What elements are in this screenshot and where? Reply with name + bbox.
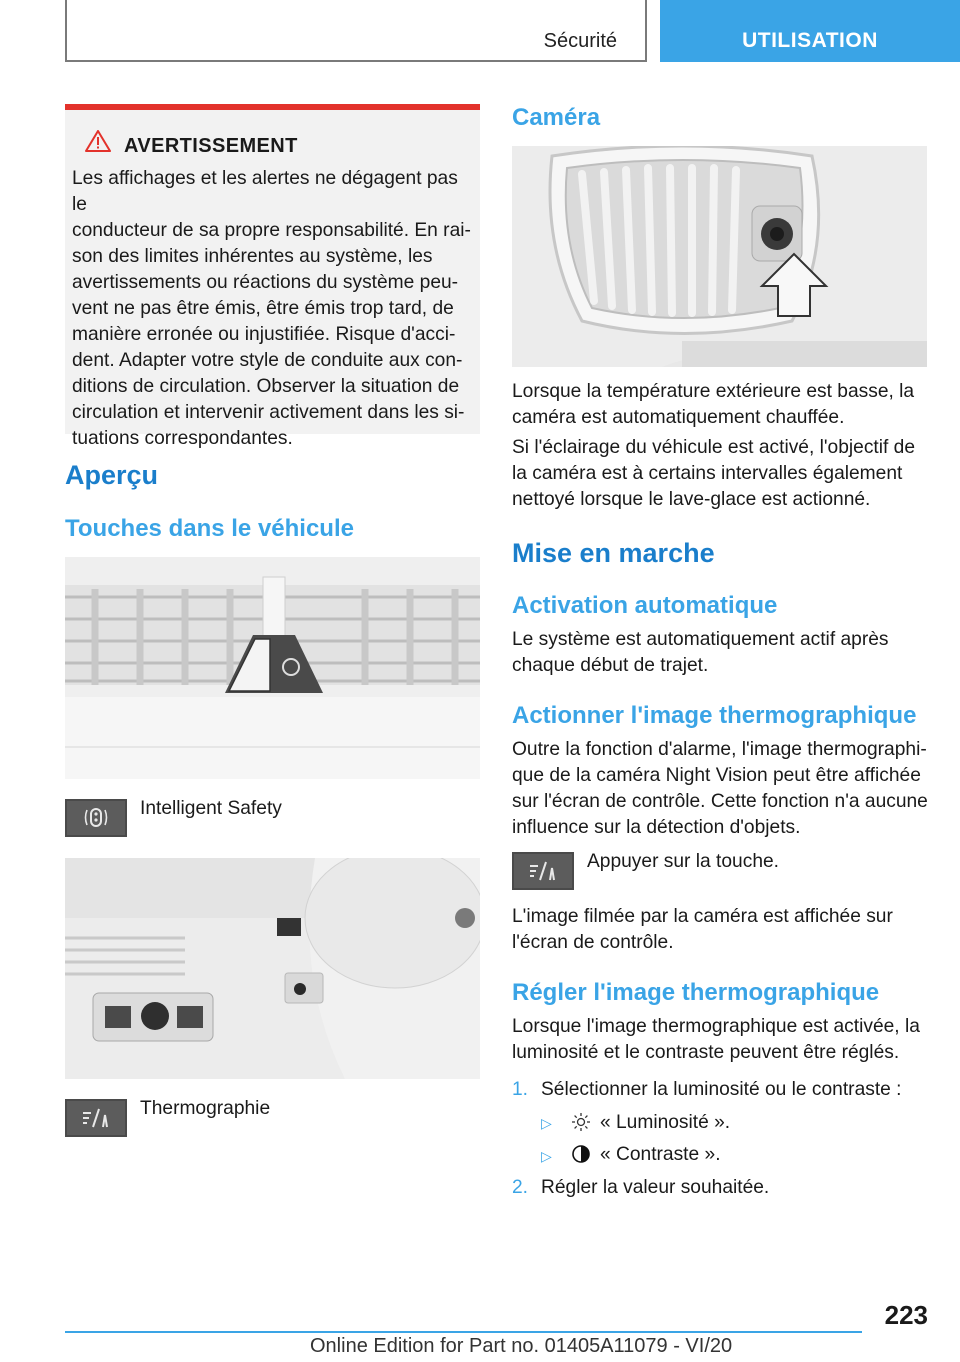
grille-buttons-illustration xyxy=(65,557,480,779)
warning-line: vent ne pas être émis, être émis trop tard, de xyxy=(72,298,454,319)
intelligent-safety-icon xyxy=(67,801,125,835)
warning-line: son des limites inhérentes au système, les xyxy=(72,246,433,267)
thermography-button[interactable] xyxy=(65,1099,127,1137)
header-chapter-tab xyxy=(660,0,960,62)
warning-text xyxy=(72,166,477,452)
warning-line: manière erronée ou injustifiée. Risque d'acci- xyxy=(72,324,456,345)
camera-grille-illustration xyxy=(512,146,927,367)
intelligent-safety-button[interactable] xyxy=(65,799,127,837)
warning-box xyxy=(65,104,480,449)
text-line: nettoyé lorsque le lave-glace est actionné. xyxy=(512,489,871,510)
caption-thermography: Thermographie xyxy=(140,1098,271,1119)
photo-grille-buttons xyxy=(65,557,480,779)
warning-line: dent. Adapter votre style de conduite aux con- xyxy=(72,350,463,371)
step-number-1: 1. xyxy=(512,1079,529,1100)
footer-divider xyxy=(65,1331,862,1333)
night-vision-button[interactable] xyxy=(512,852,574,890)
step-2-text: Régler la valeur souhaitée. xyxy=(541,1177,770,1198)
adjust-paragraph xyxy=(512,1014,920,1066)
contrast-icon xyxy=(571,1144,591,1164)
brightness-option-text: « Luminosité ». xyxy=(600,1112,731,1133)
text-line: chaque début de trajet. xyxy=(512,655,709,676)
text-line: Le système est automatiquement actif après xyxy=(512,629,889,650)
step-1-text: Sélectionner la luminosité ou le contraste : xyxy=(541,1079,902,1100)
brightness-icon xyxy=(571,1112,591,1132)
text-line: Lorsque la température extérieure est basse, la xyxy=(512,381,915,402)
heading-camera: Caméra xyxy=(512,104,601,131)
text-line: Si l'éclairage du véhicule est activé, l'objectif de xyxy=(512,437,916,458)
header-section-title: Sécurité xyxy=(543,30,617,52)
heading-overview: Aperçu xyxy=(65,460,159,490)
dashboard-illustration xyxy=(65,858,480,1079)
step-number-2: 2. xyxy=(512,1177,529,1198)
photo-camera-grille xyxy=(512,146,927,367)
text-line: que de la caméra Night Vision peut être affichée xyxy=(512,765,921,786)
warning-line: conducteur de sa propre responsabilité. En rai- xyxy=(72,220,471,241)
photo-dashboard-buttons xyxy=(65,858,480,1079)
camera-paragraph-2 xyxy=(512,435,915,513)
heading-auto-activation: Activation automatique xyxy=(512,592,778,619)
bullet-triangle-icon: ▷ xyxy=(541,1115,552,1131)
warning-line: Les affichages et les alertes ne dégagent pas le xyxy=(72,168,458,215)
text-line: luminosité et le contraste peuvent être réglés. xyxy=(512,1042,900,1063)
bullet-triangle-icon: ▷ xyxy=(541,1148,552,1164)
text-line: L'image filmée par la caméra est affichée sur xyxy=(512,906,893,927)
camera-paragraph-1 xyxy=(512,379,914,431)
footer-edition: Online Edition for Part no. 01405A11079 - VI/20 xyxy=(310,1335,733,1357)
warning-triangle-icon xyxy=(85,130,111,152)
text-line: sur l'écran de contrôle. Cette fonction n'a aucune xyxy=(512,791,928,812)
text-line: Outre la fonction d'alarme, l'image thermographi- xyxy=(512,739,927,760)
thermal-image-paragraph xyxy=(512,737,928,841)
press-key-text: Appuyer sur la touche. xyxy=(587,851,779,872)
night-vision-icon xyxy=(67,1101,125,1135)
header-chapter-title: UTILISATION xyxy=(742,29,878,52)
text-line: caméra est automatiquement chauffée. xyxy=(512,407,845,428)
header-section-box xyxy=(65,0,647,62)
text-line: Lorsque l'image thermographique est activée, la xyxy=(512,1016,920,1037)
heading-operate-thermal-image: Actionner l'image thermographique xyxy=(512,702,917,729)
warning-title: AVERTISSEMENT xyxy=(124,135,298,157)
warning-line: circulation et intervenir activement dans les si- xyxy=(72,402,465,423)
night-vision-icon xyxy=(514,854,572,888)
warning-line: tuations correspondantes. xyxy=(72,428,293,449)
thermal-image-paragraph-2 xyxy=(512,904,893,956)
text-line: la caméra est à certains intervalles également xyxy=(512,463,903,484)
contrast-option-text: « Contraste ». xyxy=(600,1144,721,1165)
warning-line: avertissements ou réactions du système peu- xyxy=(72,272,459,293)
text-line: l'écran de contrôle. xyxy=(512,932,674,953)
text-line: influence sur la détection d'objets. xyxy=(512,817,801,838)
warning-line: ditions de circulation. Observer la situation de xyxy=(72,376,460,397)
caption-intelligent-safety: Intelligent Safety xyxy=(140,798,282,819)
heading-adjust-thermal-image: Régler l'image thermographique xyxy=(512,979,880,1006)
page-number: 223 xyxy=(884,1300,928,1330)
heading-buttons-in-vehicle: Touches dans le véhicule xyxy=(65,515,354,542)
heading-start: Mise en marche xyxy=(512,538,715,568)
auto-activation-paragraph xyxy=(512,627,888,679)
